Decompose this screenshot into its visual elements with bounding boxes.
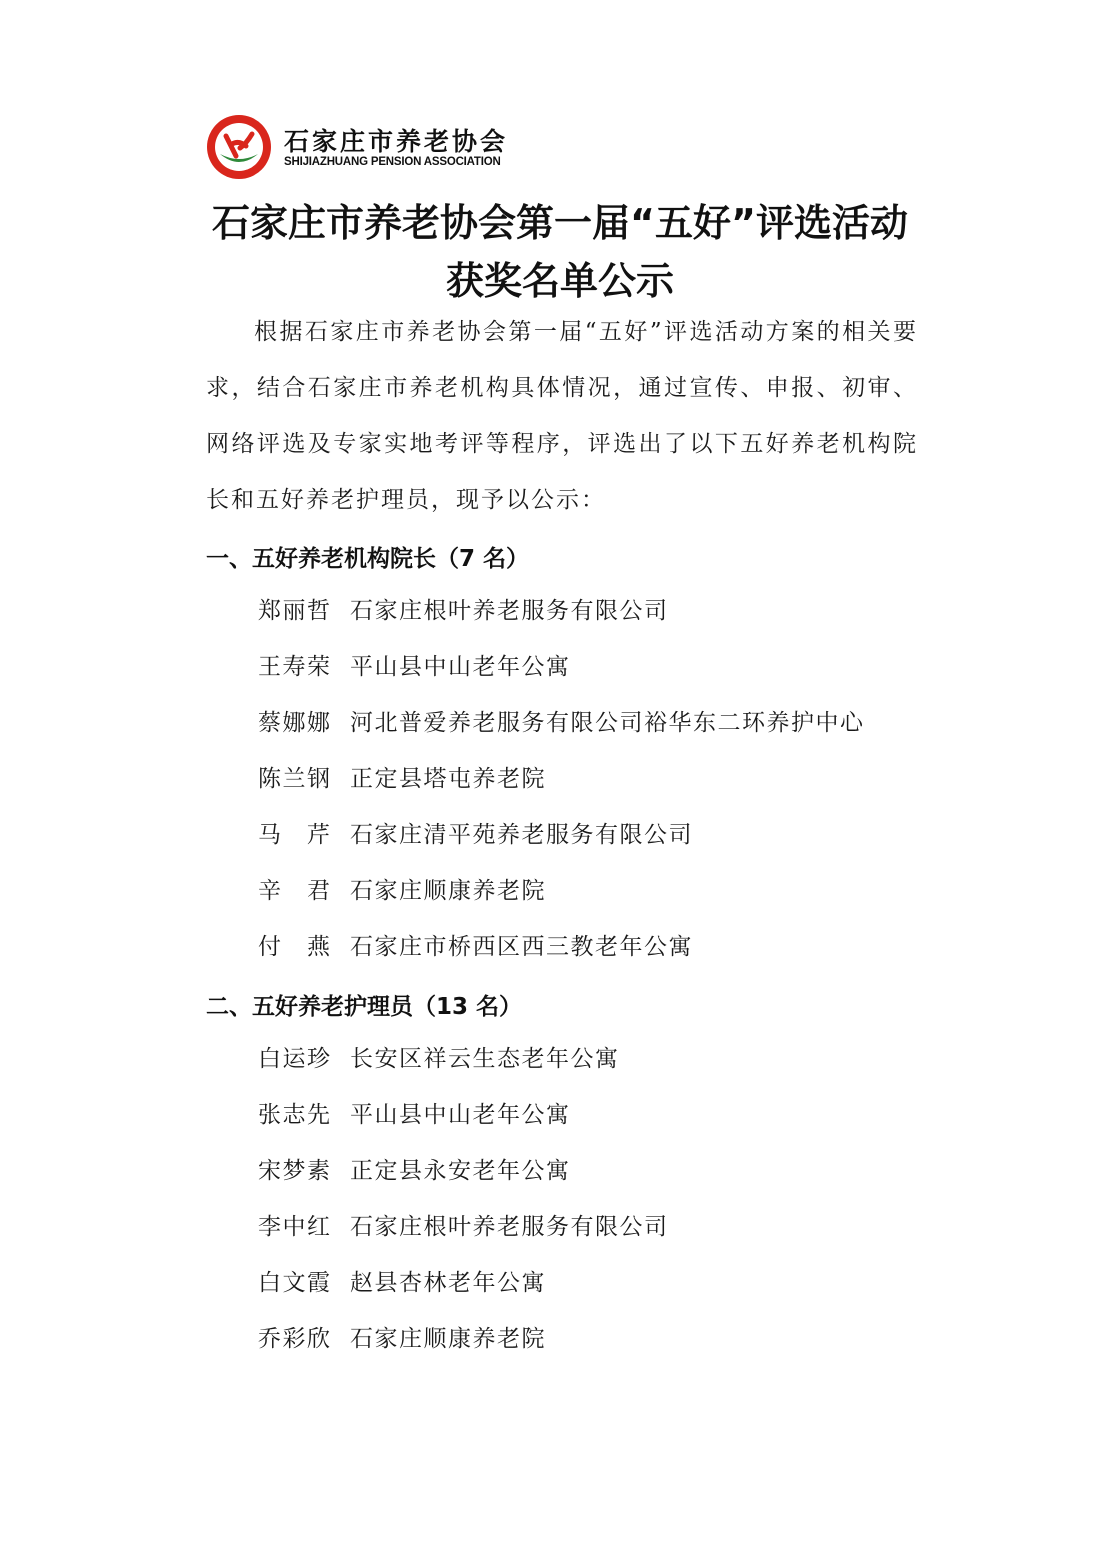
awardee-organization: 石家庄根叶养老服务有限公司 [350, 598, 669, 624]
association-logo [206, 112, 509, 182]
document-title-line-2: 获奖名单公示 [445, 259, 674, 303]
awardee-organization: 平山县中山老年公寓 [350, 1102, 571, 1128]
awardee-name: 郑丽哲 [258, 598, 332, 624]
awardee-name: 乔彩欣 [258, 1326, 332, 1352]
list-item [258, 652, 865, 708]
awardee-name: 李中红 [258, 1214, 332, 1240]
list-item [258, 764, 865, 820]
list-item [258, 1268, 669, 1324]
awardee-name: 陈兰钢 [258, 766, 332, 792]
section-heading-caregivers: 二、五好养老护理员（13 名） [206, 994, 523, 1020]
awardee-name: 宋梦素 [258, 1158, 332, 1184]
association-emblem-icon [206, 114, 272, 180]
awardee-name: 马 芹 [258, 822, 332, 848]
list-item [258, 820, 865, 876]
caregivers-list [258, 1044, 669, 1380]
list-item [258, 1324, 669, 1380]
awardee-organization: 正定县永安老年公寓 [350, 1158, 571, 1184]
awardee-organization: 石家庄顺康养老院 [350, 878, 546, 904]
awardee-name: 白文霞 [258, 1270, 332, 1296]
list-item [258, 1044, 669, 1100]
list-item [258, 1100, 669, 1156]
awardee-organization: 赵县杏林老年公寓 [350, 1270, 546, 1296]
awardee-organization: 正定县塔屯养老院 [350, 766, 546, 792]
awardee-organization: 石家庄市桥西区西三教老年公寓 [350, 934, 693, 960]
list-item [258, 876, 865, 932]
logo-chinese-name: 石家庄市养老协会 [284, 127, 509, 156]
directors-list [258, 596, 865, 988]
awardee-name: 白运珍 [258, 1046, 332, 1072]
awardee-name: 张志先 [258, 1102, 332, 1128]
document-title-line-1: 石家庄市养老协会第一届“五好”评选活动 [212, 201, 908, 245]
awardee-organization: 长安区祥云生态老年公寓 [350, 1046, 620, 1072]
awardee-name: 付 燕 [258, 934, 332, 960]
awardee-organization: 石家庄根叶养老服务有限公司 [350, 1214, 669, 1240]
awardee-organization: 平山县中山老年公寓 [350, 654, 571, 680]
list-item [258, 596, 865, 652]
list-item [258, 708, 865, 764]
list-item [258, 932, 865, 988]
awardee-organization: 石家庄顺康养老院 [350, 1326, 546, 1352]
awardee-organization: 河北普爱养老服务有限公司裕华东二环养护中心 [350, 710, 865, 736]
awardee-name: 蔡娜娜 [258, 710, 332, 736]
awardee-name: 辛 君 [258, 878, 332, 904]
section-heading-directors: 一、五好养老机构院长（7 名） [206, 546, 530, 572]
awardee-organization: 石家庄清平苑养老服务有限公司 [350, 822, 693, 848]
logo-english-name: SHIJIAZHUANG PENSION ASSOCIATION [284, 156, 501, 168]
awardee-name: 王寿荣 [258, 654, 332, 680]
list-item [258, 1212, 669, 1268]
intro-paragraph: 根据石家庄市养老协会第一届“五好”评选活动方案的相关要求，结合石家庄市养老机构具体情况，通过宣传、申报、初审、网络评选及专家实地考评等程序，评选出了以下五好养老机构院长和五好养老护理员，现予以公示： [206, 319, 918, 513]
list-item [258, 1156, 669, 1212]
